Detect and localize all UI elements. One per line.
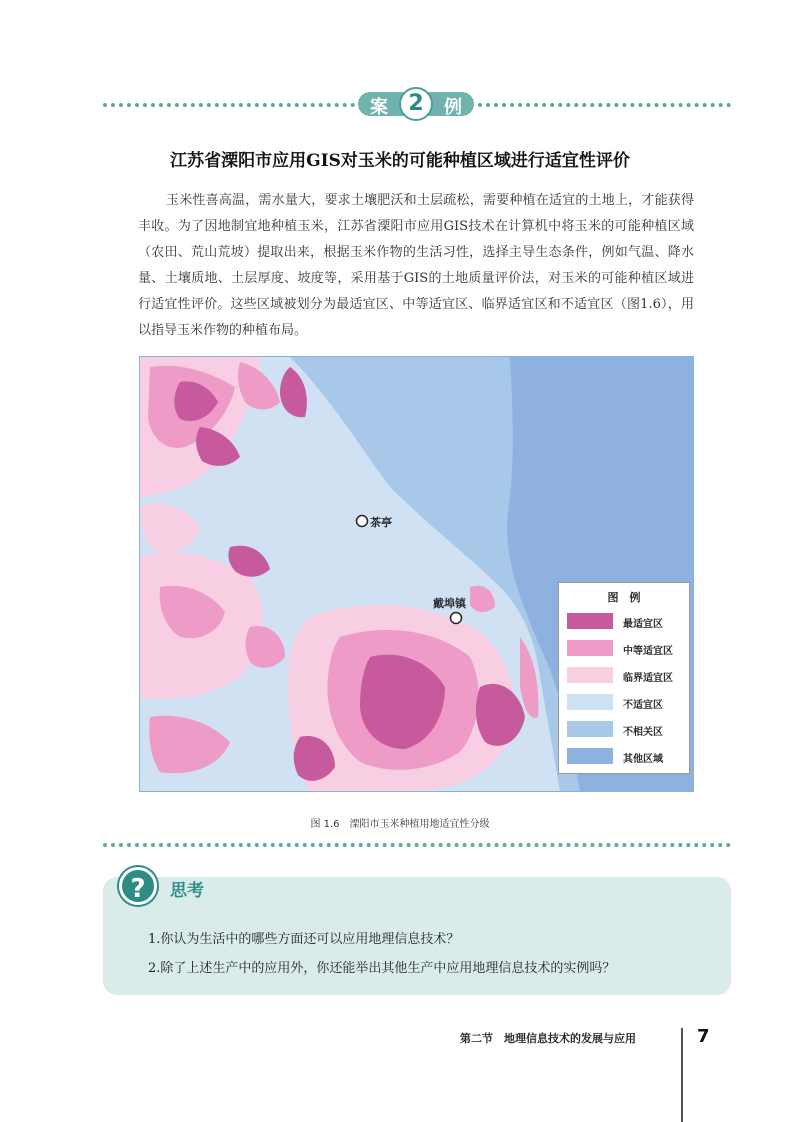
place-label-daibu: 戴埠镇 — [433, 597, 466, 610]
legend-label: 最适宜区 — [623, 619, 663, 630]
legend-swatch — [567, 613, 613, 629]
legend-swatch — [567, 694, 613, 710]
bottom-dotted-rule — [103, 843, 731, 847]
case-badge — [358, 87, 474, 121]
case-badge-left-text: 案 — [370, 97, 388, 118]
case-badge-number: 2 — [399, 87, 433, 121]
legend-swatch — [567, 667, 613, 683]
case-title: 江苏省溧阳市应用GIS对玉米的可能种植区域进行适宜性评价 — [170, 151, 630, 171]
legend-label: 中等适宜区 — [623, 646, 673, 657]
legend-label: 临界适宜区 — [623, 673, 673, 684]
think-question: 1.你认为生活中的哪些方面还可以应用地理信息技术？ — [148, 932, 460, 947]
figure-caption: 图 1.6 溧阳市玉米种植用地适宜性分级 — [310, 819, 490, 830]
footer-divider — [681, 1028, 683, 1122]
case-body-paragraph: 玉米性喜高温，需水量大，要求土壤肥沃和土层疏松，需要种植在适宜的土地上，才能获得丰收。为了因地制宜地种植玉米，江苏省溧阳市应用GIS技术在计算机中将玉米的可能种植区域（农田、荒山荒坡）提取出来，根据玉米作物的生活习性，选择主导生态条件，例如气温、降水量、土壤质地、土层厚度、坡度等，采用基于GIS的土地质量评价法，对玉米的可能种植区域进行适宜性评价。这些区域被划分为最适宜区、中等适宜区、临界适宜区和不适宜区（图1.6），用以指导玉米作物的种植布局。 — [138, 193, 694, 338]
legend-label: 其他区域 — [623, 754, 663, 765]
footer-section-title: 第二节 地理信息技术的发展与应用 — [460, 1032, 636, 1045]
legend-swatch — [567, 748, 613, 764]
think-title: 思考 — [170, 881, 204, 901]
case-badge-right-text: 例 — [444, 97, 462, 118]
legend-label: 不适宜区 — [623, 700, 663, 711]
place-label-chating: 茶亭 — [370, 516, 392, 529]
legend-swatch — [567, 640, 613, 656]
map-legend — [558, 582, 690, 774]
top-dotted-rule-left — [103, 103, 355, 107]
question-icon: ? — [119, 867, 157, 905]
think-question: 2.除了上述生产中的应用外，你还能举出其他生产中应用地理信息技术的实例吗？ — [148, 961, 616, 976]
legend-title: 图 例 — [607, 591, 641, 604]
page-number: 7 — [697, 1026, 710, 1047]
legend-label: 不相关区 — [623, 727, 663, 738]
legend-swatch — [567, 721, 613, 737]
top-dotted-rule-right — [478, 103, 731, 107]
suitability-map — [139, 356, 694, 792]
